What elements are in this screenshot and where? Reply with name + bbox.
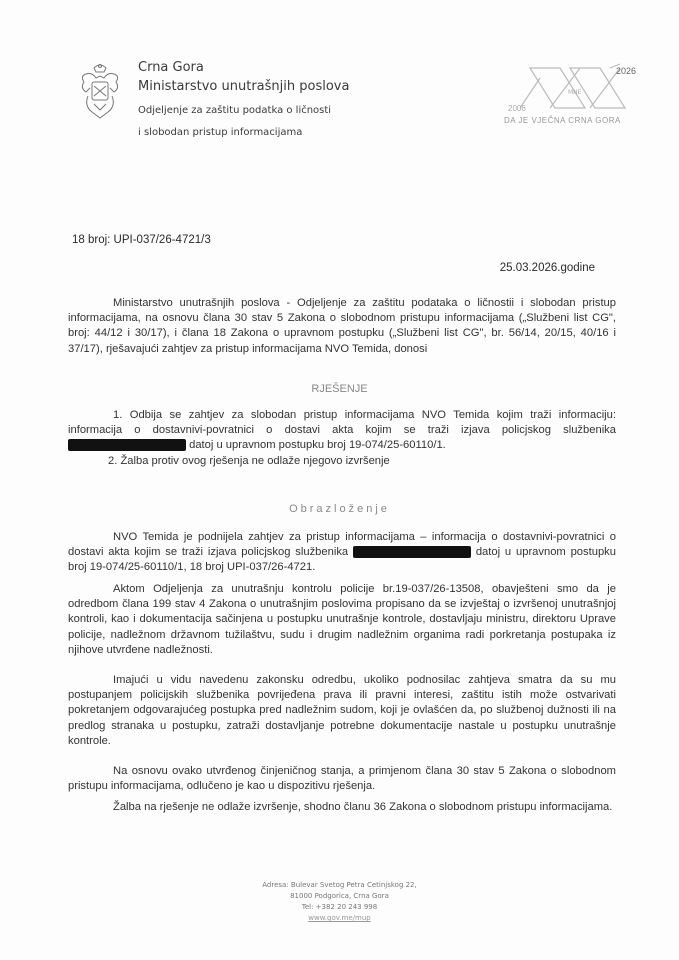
svg-text:MNE: MNE (568, 89, 582, 96)
country-name: Crna Gora (138, 60, 204, 75)
footer-address: Adresa: Bulevar Svetog Petra Cetinjskog 22, (262, 881, 417, 889)
reasoning-paragraph-1 (68, 530, 616, 576)
reasoning-p1-text: NVO Temida je podnijela zahtjev za pristup informacijama – informacija o dostavnivi-povratnici o dostavi akta kojim se traži izjava policjskog službenika (68, 531, 616, 559)
reasoning-paragraph-5: Žalba na rješenje ne odlaže izvršenje, shodno članu 36 Zakona o slobodnom pristupu informacijama. (113, 801, 613, 813)
independence-anniversary-logo (500, 58, 660, 128)
reasoning-p1-tail: datoj u upravnom postupku broj 19-074/25-60110/1, 18 broj UPI-037/26-4721. (68, 546, 616, 574)
decision-item-1 (68, 408, 616, 454)
coat-of-arms-icon (76, 62, 124, 122)
department-line-2: i slobodan pristup informacijama (138, 127, 303, 138)
logo-year-start: 2006 (508, 104, 526, 113)
footer-city: 81000 Podgorica, Crna Gora (290, 892, 389, 900)
logo-year-end: 2026 (616, 66, 637, 76)
reference-number: 18 broj: UPI-037/26-4721/3 (72, 234, 211, 246)
footer-phone: Tel: +382 20 243 998 (301, 903, 378, 911)
reasoning-paragraph-4: Na osnovu ovako utvrđenog činjeničnog stanja, a primjenom člana 30 stav 5 Zakona o slobodnom pristupu informacijama, odlučeno je kao u dispozitivu rješenja. (68, 765, 616, 793)
decision-item-1-text: 1. Odbija se zahtjev za slobodan pristup informacijama NVO Temida kojim traži informaciju: informacija o dostavnivi-povratnici o dostavi akta kojim se traži izjava policjskog službenika (68, 409, 616, 437)
ministry-name: Ministarstvo unutrašnjih poslova (138, 79, 350, 94)
department-line-1: Odjeljenje za zaštitu podatka o ličnosti (138, 105, 332, 116)
reasoning-paragraph-3: Imajući u vidu navedenu zakonsku odredbu, ukoliko podnosilac zahtjeva smatra da su mu postupanjem policijskih službenika povrijeđena prava ili pravni interesi, zaštitu istih može ostvarivati pokretanjem odgovarajućeg postupka pred nadležnim sudom, koji je ovlašćen da, po službenoj dužnosti ili na predlog stranaka u postupku, zatraži dostavljanje potrebne dokumentacije nastale u postupku unutrašnje kontrole. (68, 674, 616, 747)
reasoning-title: Obrazloženje (289, 503, 390, 515)
redacted-name (353, 546, 471, 558)
footer-website-link[interactable]: www.gov.me/mup (308, 914, 371, 922)
decision-item-1-tail: datoj u upravnom postupku broj 19-074/25-60110/1. (189, 439, 446, 452)
decision-item-2: 2. Žalba protiv ovog rješenja ne odlaže njegovo izvršenje (108, 454, 390, 467)
reasoning-paragraph-2: Aktom Odjeljenja za unutrašnju kontrolu policije br.19-037/26-13508, obavješteni smo da je odredbom člana 199 stav 4 Zakona o unutrašnjim poslovima propisano da se izvještaj o izvršenoj unutrašnjoj kontroli, kao i dokumentacija sačinjena u postupku unutrašnje kontrole, dostavljaju ministru, direktoru Uprave policije, nadležnom državnom tužilaštvu, sudu i drugim nadležnim organima radi porkretanja postupaka iz njihove utvrđene nadležnosti. (68, 583, 616, 656)
decision-list (68, 408, 616, 469)
letterhead (138, 60, 349, 140)
document-date: 25.03.2026.godine (499, 262, 595, 274)
decision-title: RJEŠENJE (311, 383, 368, 395)
redacted-name (68, 439, 186, 451)
footer-contact (0, 880, 679, 924)
logo-slogan: DA JE VJEČNA CRNA GORA (504, 116, 621, 125)
intro-paragraph: Ministarstvo unutrašnjih poslova - Odjeljenje za zaštitu podataka o ličnostii i slobodan pristup informacijama, na osnovu člana 30 stav 5 Zakona o slobodnom pristupu informacijama („Službeni list CG", broj: 44/12 i 30/17), i člana 18 Zakona o upravnom postupku („Službeni list CG", br. 56/14, 20/15, 40/16 i 37/17), rješavajući zahtjev za pristup informacijama NVO Temida, donosi (68, 297, 616, 355)
